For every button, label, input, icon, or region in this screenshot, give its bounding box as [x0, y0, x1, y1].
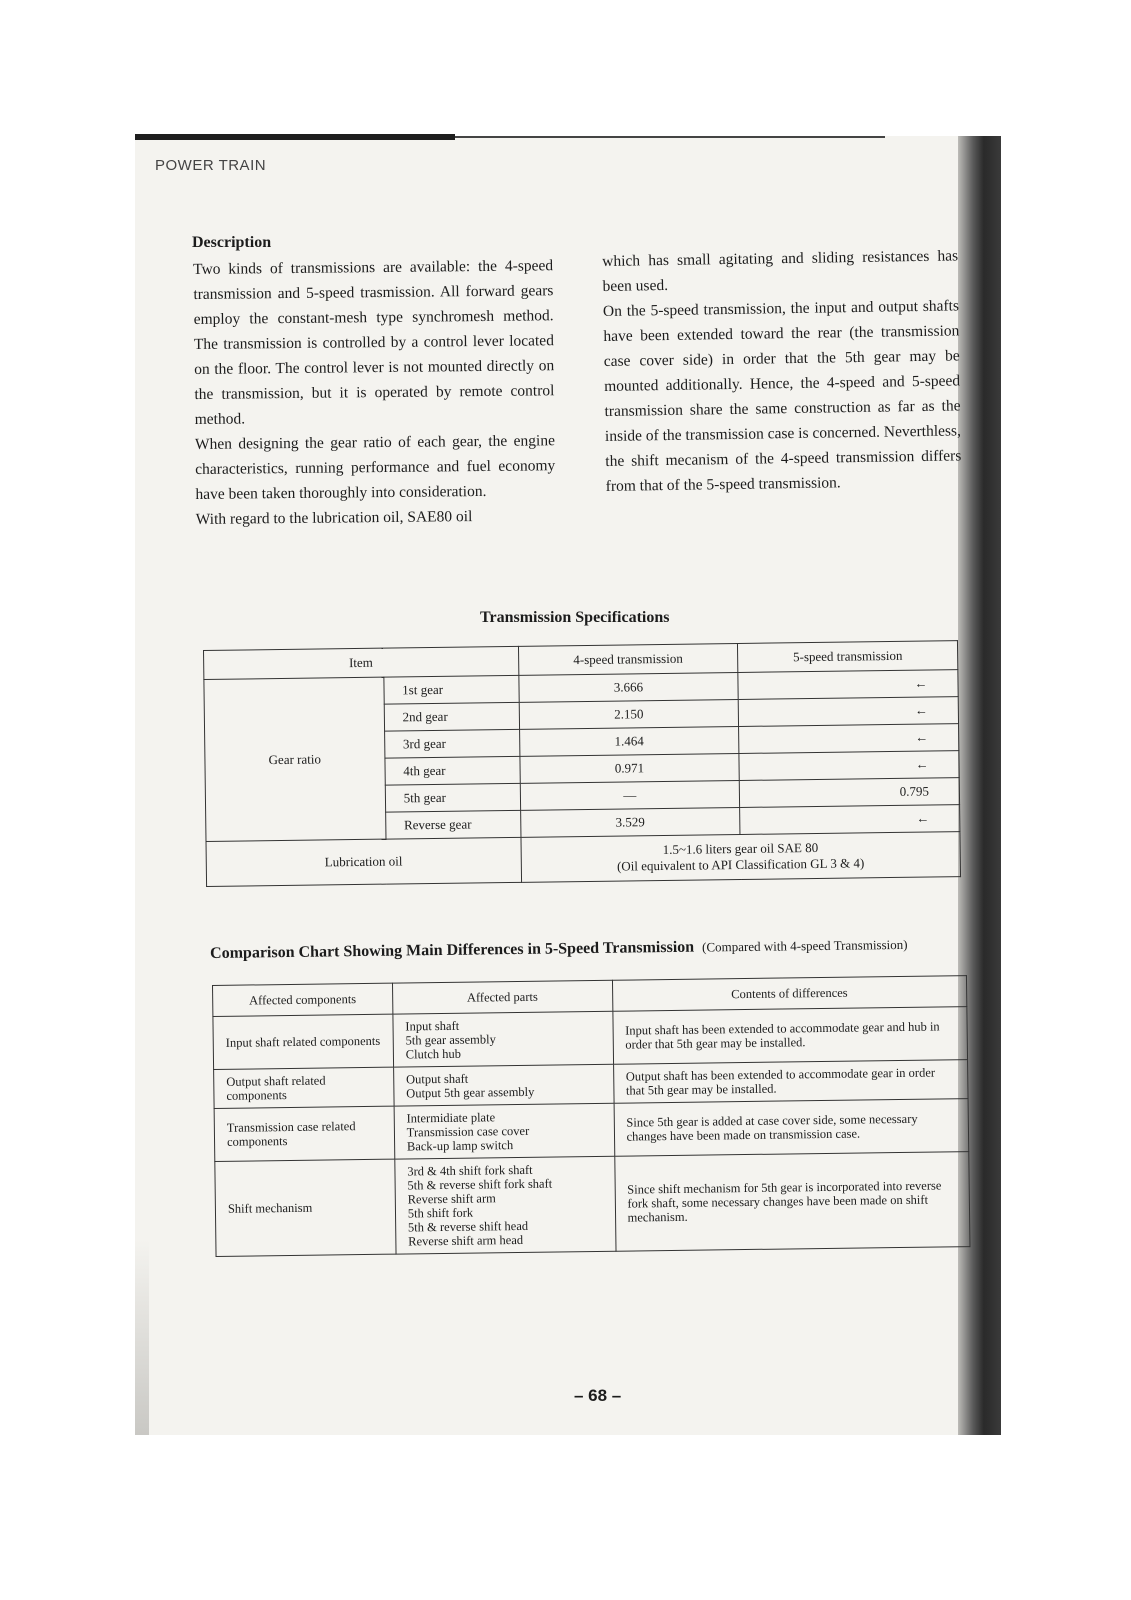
part-item: 5th shift fork — [407, 1205, 474, 1221]
value-5-speed: ← — [740, 805, 960, 835]
parts-cell — [395, 1156, 616, 1254]
gear-name: 5th gear — [385, 783, 520, 812]
header-parts: Affected parts — [392, 980, 612, 1014]
lubrication-line: (Oil equivalent to API Classification GL 3 & 4) — [616, 855, 865, 874]
part-item: Intermidiate plate — [406, 1110, 496, 1126]
right-column — [602, 243, 962, 499]
header-components: Affected components — [213, 983, 393, 1016]
gear-ratio-label: Gear ratio — [204, 677, 386, 841]
value-4-speed: 1.464 — [519, 726, 739, 756]
spec-table-title: Transmission Specifications — [480, 609, 670, 626]
part-item: Output shaft — [405, 1071, 469, 1087]
header-5-speed: 5-speed transmission — [738, 641, 958, 673]
section-header: POWER TRAIN — [155, 157, 267, 174]
parts-cell — [394, 1103, 614, 1159]
parts-cell — [393, 1011, 613, 1067]
comparison-table — [212, 975, 970, 1257]
table-row — [206, 832, 961, 887]
part-item: 5th gear assembly — [405, 1032, 496, 1048]
value-4-speed: 2.150 — [519, 699, 739, 729]
component-cell: Transmission case related components — [214, 1106, 394, 1161]
gear-name: 3rd gear — [384, 729, 519, 758]
paragraph: Two kinds of transmissions are available: the 4-speed transmission and 5-speed trasmission. All forward gears employ the constant-mesh type synchromesh method. The transmission is controlled by a control lever located on the floor. The control lever is not mounted directly on the transmission, but it is operated by remote control method. — [193, 257, 555, 428]
page-number: – 68 – — [574, 1386, 622, 1405]
contents-cell: Since shift mechanism for 5th gear is incorporated into reverse fork shaft, some necessary changes have been made on shift mechanism. — [614, 1152, 970, 1252]
header-item: Item — [204, 646, 519, 679]
contents-cell: Since 5th gear is added at case cover side, some necessary changes have been made on transmission case. — [614, 1099, 969, 1157]
gear-name: Reverse gear — [385, 810, 520, 839]
part-item: Transmission case cover — [406, 1123, 530, 1140]
component-cell: Output shaft related components — [214, 1067, 394, 1108]
parts-cell — [393, 1064, 613, 1106]
part-item: Back-up lamp switch — [406, 1138, 514, 1154]
contents-cell: Output shaft has been extended to accommodate gear in order that 5th gear may be installed. — [613, 1060, 968, 1104]
gear-name: 2nd gear — [384, 702, 519, 731]
top-rule-thin — [455, 136, 885, 138]
header-contents: Contents of differences — [612, 976, 967, 1012]
gear-name: 1st gear — [384, 675, 519, 704]
value-4-speed: 3.529 — [520, 807, 740, 837]
header-4-speed: 4-speed transmission — [518, 644, 738, 676]
value-5-speed: ← — [738, 697, 958, 727]
part-item: Clutch hub — [405, 1046, 462, 1062]
part-item: 5th & reverse shift fork shaft — [407, 1176, 553, 1193]
table-row — [214, 1099, 969, 1162]
value-4-speed: 0.971 — [519, 753, 739, 783]
value-5-speed: 0.795 — [740, 778, 960, 808]
table-row — [215, 1152, 970, 1257]
spec-table — [203, 640, 961, 887]
comparison-title-text: Comparison Chart Showing Main Differences in 5-Speed Transmission — [210, 938, 695, 962]
top-rule — [135, 134, 455, 140]
comparison-subtitle: (Compared with 4-speed Transmission) — [702, 936, 908, 955]
contents-cell: Input shaft has been extended to accommodate gear and hub in order that 5th gear may be installed. — [612, 1007, 967, 1065]
component-cell: Input shaft related components — [213, 1014, 393, 1069]
part-item: Output 5th gear assembly — [406, 1084, 535, 1101]
page-shadow — [135, 1240, 149, 1435]
value-5-speed: ← — [738, 670, 958, 700]
paragraph: On the 5-speed transmission, the input and output shafts have been extended toward the rear (the transmission case cover side) in order that the 5th gear may be mounted additionally. Hence, the 4-speed and 5-speed transmission share the same construction as far as the inside of the transmission case is concerned. Neverthless, the shift mecanism of the 4-speed transmission differs from that of the 5-speed transmission. — [602, 297, 962, 495]
value-4-speed: — — [520, 780, 740, 810]
lubrication-value — [521, 832, 961, 883]
value-5-speed: ← — [739, 724, 959, 754]
component-cell: Shift mechanism — [215, 1159, 396, 1256]
part-item: 5th & reverse shift head — [407, 1218, 529, 1235]
part-item: Reverse shift arm head — [408, 1232, 524, 1249]
lubrication-line: 1.5~1.6 liters gear oil SAE 80 — [662, 839, 819, 857]
paragraph: When designing the gear ratio of each gear, the engine characteristics, running performance and fuel economy have been taken thoroughly into consideration. — [194, 432, 556, 503]
paragraph: With regard to the lubrication oil, SAE80 oil — [195, 508, 473, 528]
lubrication-label: Lubrication oil — [206, 837, 521, 886]
value-4-speed: 3.666 — [518, 672, 738, 702]
table-row — [213, 1007, 968, 1070]
gear-name: 4th gear — [385, 756, 520, 785]
part-item: Input shaft — [405, 1018, 460, 1034]
part-item: Reverse shift arm — [407, 1191, 496, 1207]
part-item: 3rd & 4th shift fork shaft — [407, 1162, 533, 1179]
description-heading: Description — [192, 234, 272, 251]
value-5-speed: ← — [739, 751, 959, 781]
paragraph: which has small agitating and sliding resistances has been used. — [602, 247, 959, 295]
left-column — [193, 253, 556, 532]
